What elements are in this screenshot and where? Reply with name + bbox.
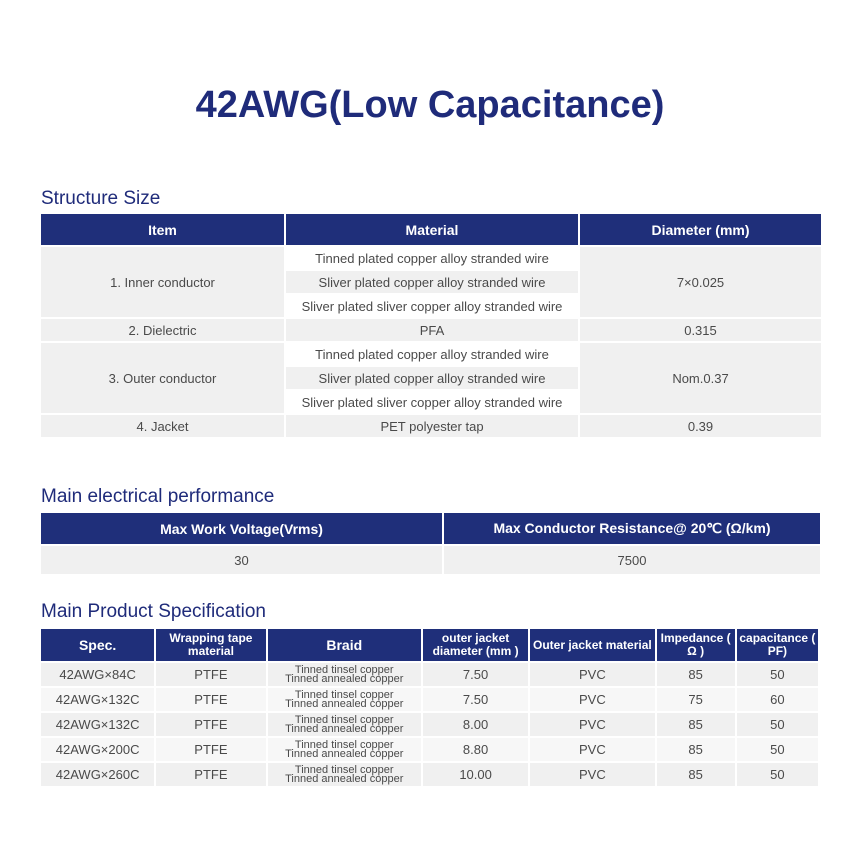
row-capacitance: 50 [737, 663, 818, 686]
row-capacitance: 50 [737, 763, 818, 786]
row-jacket: PVC [530, 663, 654, 686]
outer-material-2: Sliver plated copper alloy stranded wire [286, 367, 578, 389]
header-spec: Spec. [41, 629, 154, 661]
row-impedance: 85 [657, 713, 735, 736]
electrical-table [39, 511, 822, 576]
table-row [41, 663, 818, 686]
spec-table [39, 627, 820, 788]
jacket-diameter: 0.39 [580, 415, 821, 437]
braid-line-1: Tinned tinsel copper [294, 663, 394, 676]
header-od: outer jacket diameter (mm ) [423, 629, 528, 661]
jacket-item: 4. Jacket [41, 415, 284, 437]
structure-heading: Structure Size [41, 188, 161, 209]
row-braid [268, 738, 421, 761]
row-spec: 42AWG×260C [41, 763, 154, 786]
voltage-value: 30 [41, 546, 442, 574]
row-impedance: 85 [657, 663, 735, 686]
row-spec: 42AWG×200C [41, 738, 154, 761]
row-od: 8.80 [423, 738, 528, 761]
inner-diameter: 7×0.025 [580, 247, 821, 317]
row-tape: PTFE [156, 738, 265, 761]
braid-line-2: Tinned annealed copper [285, 672, 404, 685]
row-tape: PTFE [156, 763, 265, 786]
row-tape: PTFE [156, 663, 265, 686]
dielectric-item: 2. Dielectric [41, 319, 284, 341]
inner-material-2: Sliver plated copper alloy stranded wire [286, 271, 578, 293]
row-braid [268, 688, 421, 711]
row-jacket: PVC [530, 713, 654, 736]
jacket-material: PET polyester tap [286, 415, 578, 437]
header-braid: Braid [268, 629, 421, 661]
header-capacitance: capacitance ( PF) [737, 629, 818, 661]
row-jacket: PVC [530, 763, 654, 786]
row-tape: PTFE [156, 713, 265, 736]
outer-material-1: Tinned plated copper alloy stranded wire [286, 343, 578, 365]
dielectric-material: PFA [286, 319, 578, 341]
row-capacitance: 60 [737, 688, 818, 711]
row-jacket: PVC [530, 738, 654, 761]
row-impedance: 85 [657, 738, 735, 761]
header-material: Material [286, 214, 578, 245]
row-spec: 42AWG×84C [41, 663, 154, 686]
row-impedance: 85 [657, 763, 735, 786]
table-row [41, 738, 818, 761]
row-braid [268, 663, 421, 686]
resistance-value: 7500 [444, 546, 820, 574]
row-capacitance: 50 [737, 713, 818, 736]
braid-line-1: Tinned tinsel copper [294, 688, 394, 701]
row-jacket: PVC [530, 688, 654, 711]
braid-line-2: Tinned annealed copper [285, 697, 404, 710]
row-capacitance: 50 [737, 738, 818, 761]
braid-line-1: Tinned tinsel copper [294, 713, 394, 726]
braid-line-2: Tinned annealed copper [285, 772, 404, 785]
row-od: 10.00 [423, 763, 528, 786]
header-voltage: Max Work Voltage(Vrms) [41, 513, 442, 544]
row-od: 7.50 [423, 663, 528, 686]
outer-conductor-item: 3. Outer conductor [41, 343, 284, 413]
row-impedance: 75 [657, 688, 735, 711]
table-row [41, 763, 818, 786]
row-spec: 42AWG×132C [41, 688, 154, 711]
header-jacket: Outer jacket material [530, 629, 654, 661]
page-title: 42AWG(Low Capacitance) [195, 84, 665, 126]
row-tape: PTFE [156, 688, 265, 711]
row-spec: 42AWG×132C [41, 713, 154, 736]
inner-material-3: Sliver plated sliver copper alloy stranded wire [286, 295, 578, 317]
table-row [41, 713, 818, 736]
braid-line-1: Tinned tinsel copper [294, 738, 394, 751]
row-od: 8.00 [423, 713, 528, 736]
braid-line-1: Tinned tinsel copper [294, 763, 394, 776]
header-impedance: Impedance ( Ω ) [657, 629, 735, 661]
header-resistance: Max Conductor Resistance@ 20℃ (Ω/km) [444, 513, 820, 544]
row-braid [268, 763, 421, 786]
structure-table [39, 212, 823, 439]
header-tape: Wrapping tape material [156, 629, 265, 661]
inner-conductor-item: 1. Inner conductor [41, 247, 284, 317]
header-diameter: Diameter (mm) [580, 214, 821, 245]
outer-material-3: Sliver plated sliver copper alloy stranded wire [286, 391, 578, 413]
table-row [41, 688, 818, 711]
electrical-heading: Main electrical performance [41, 486, 275, 507]
dielectric-diameter: 0.315 [580, 319, 821, 341]
outer-diameter: Nom.0.37 [580, 343, 821, 413]
row-od: 7.50 [423, 688, 528, 711]
braid-line-2: Tinned annealed copper [285, 747, 404, 760]
inner-material-1: Tinned plated copper alloy stranded wire [286, 247, 578, 269]
braid-line-2: Tinned annealed copper [285, 722, 404, 735]
row-braid [268, 713, 421, 736]
spec-heading: Main Product Specification [41, 601, 266, 622]
header-item: Item [41, 214, 284, 245]
